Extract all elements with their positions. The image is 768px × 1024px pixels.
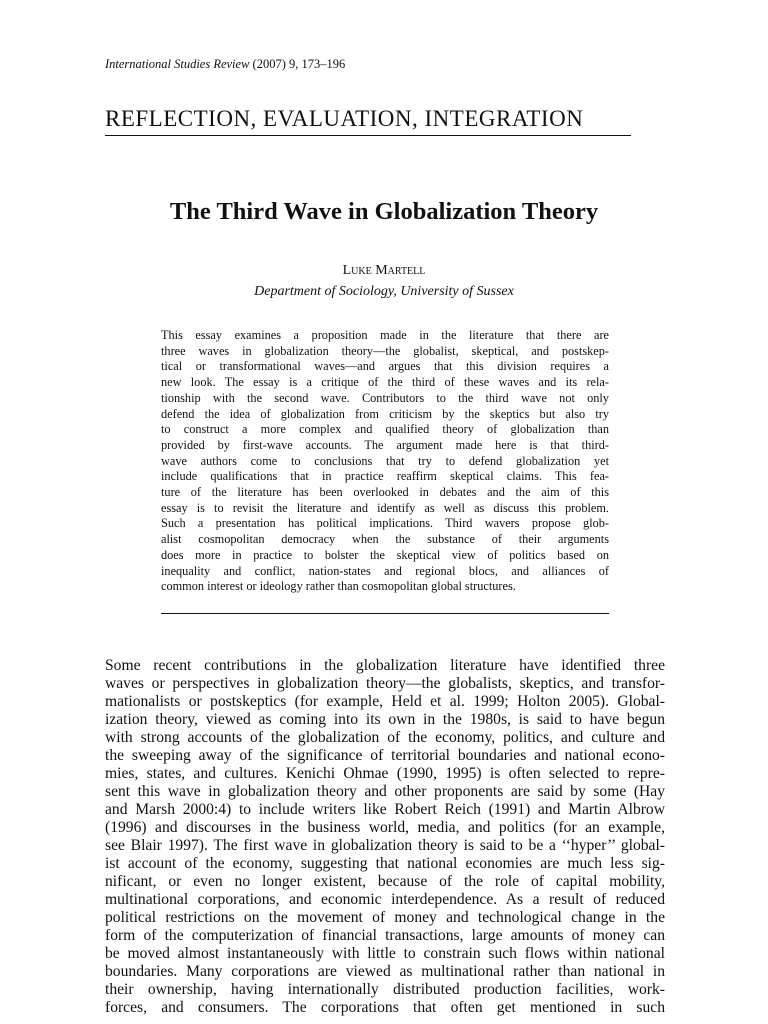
abstract-line: does more in practice to bolster the skeptical view of politics based on <box>161 547 609 562</box>
body-line: mationalists or postskeptics (for example, Held et al. 1999; Holton 2005). Global- <box>105 693 665 710</box>
abstract-line: wave authors come to conclusions that try to defend globalization yet <box>161 453 609 468</box>
body-line: political restrictions on the movement of money and technological change in the <box>105 909 665 926</box>
body-line: waves or perspectives in globalization theory—the globalists, skeptics, and transfor- <box>105 675 665 692</box>
body-line: forces, and consumers. The corporations that often get mentioned in such <box>105 999 665 1016</box>
abstract-divider <box>161 613 609 614</box>
body-line: with strong accounts of the globalization of the economy, politics, and culture and <box>105 729 665 746</box>
journal-volume-pages: (2007) 9, 173–196 <box>249 57 346 71</box>
body-line: mies, states, and cultures. Kenichi Ohmae (1990, 1995) is often selected to repre- <box>105 765 665 782</box>
abstract-line: include qualifications that in practice reaffirm skeptical claims. This fea- <box>161 469 609 484</box>
author-affiliation: Department of Sociology, University of Sussex <box>254 284 514 299</box>
abstract-line: alist cosmopolitan democracy when the substance of their arguments <box>161 532 609 547</box>
body-line: Some recent contributions in the globalization literature have identified three <box>105 657 665 674</box>
body-line: be moved almost instantaneously with little to constrain such flows within national <box>105 945 665 962</box>
body-line: nificant, or even no longer existent, because of the role of capital mobility, <box>105 873 665 890</box>
body-line: form of the computerization of financial transactions, large amounts of money can <box>105 927 665 944</box>
abstract-line: common interest or ideology rather than cosmopolitan global structures. <box>161 579 516 594</box>
abstract-line: provided by first-wave accounts. The argument made here is that third- <box>161 437 609 452</box>
abstract-line: essay is to revisit the literature and identify as well as discuss this problem. <box>161 500 609 515</box>
body-line: multinational corporations, and economic interdependence. As a result of reduced <box>105 891 665 908</box>
abstract-line: to construct a more complex and qualified theory of globalization than <box>161 422 609 437</box>
body-line: the sweeping away of the significance of territorial boundaries and national econo- <box>105 747 665 764</box>
abstract-line: tionship with the second wave. Contributors to the third wave not only <box>161 390 609 405</box>
body-line: ist account of the economy, suggesting that national economies are much less sig- <box>105 855 665 872</box>
abstract-line: Such a presentation has political implications. Third wavers propose glob- <box>161 516 609 531</box>
body-line: (1996) and discourses in the business world, media, and politics (for an example, <box>105 819 665 836</box>
body-line: their ownership, having internationally distributed production facilities, work- <box>105 981 665 998</box>
body-line: see Blair 1997). The first wave in globalization theory is said to be a ‘‘hyper’’ global- <box>105 837 665 854</box>
article-author: Luke Martell <box>342 263 426 278</box>
journal-name: International Studies Review <box>105 57 250 71</box>
body-line: ization theory, viewed as coming into its own in the 1980s, is said to have begun <box>105 711 665 728</box>
section-heading: REFLECTION, EVALUATION, INTEGRATION <box>105 106 631 136</box>
abstract-line: tical or transformational waves—and argues that this division requires a <box>161 359 609 374</box>
body-line: boundaries. Many corporations are viewed as multinational rather than national in <box>105 963 665 980</box>
abstract-line: three waves in globalization theory—the globalist, skeptical, and postskep- <box>161 343 609 358</box>
body-line: sent this wave in globalization theory and other proponents are said by some (Hay <box>105 783 665 800</box>
journal-citation <box>105 57 345 72</box>
body-line: and Marsh 2000:4) to include writers like Robert Reich (1991) and Martin Albrow <box>105 801 665 818</box>
abstract-line: defend the idea of globalization from criticism by the skeptics but also try <box>161 406 609 421</box>
abstract <box>161 328 609 595</box>
body-text <box>105 657 665 1017</box>
article-title: The Third Wave in Globalization Theory <box>169 198 599 225</box>
abstract-line: new look. The essay is a critique of the third of these waves and its rela- <box>161 375 609 390</box>
abstract-line: ture of the literature has been overlooked in debates and the aim of this <box>161 485 609 500</box>
abstract-line: inequality and conflict, nation-states and regional blocs, and alliances of <box>161 563 609 578</box>
abstract-line: This essay examines a proposition made in the literature that there are <box>161 328 609 342</box>
